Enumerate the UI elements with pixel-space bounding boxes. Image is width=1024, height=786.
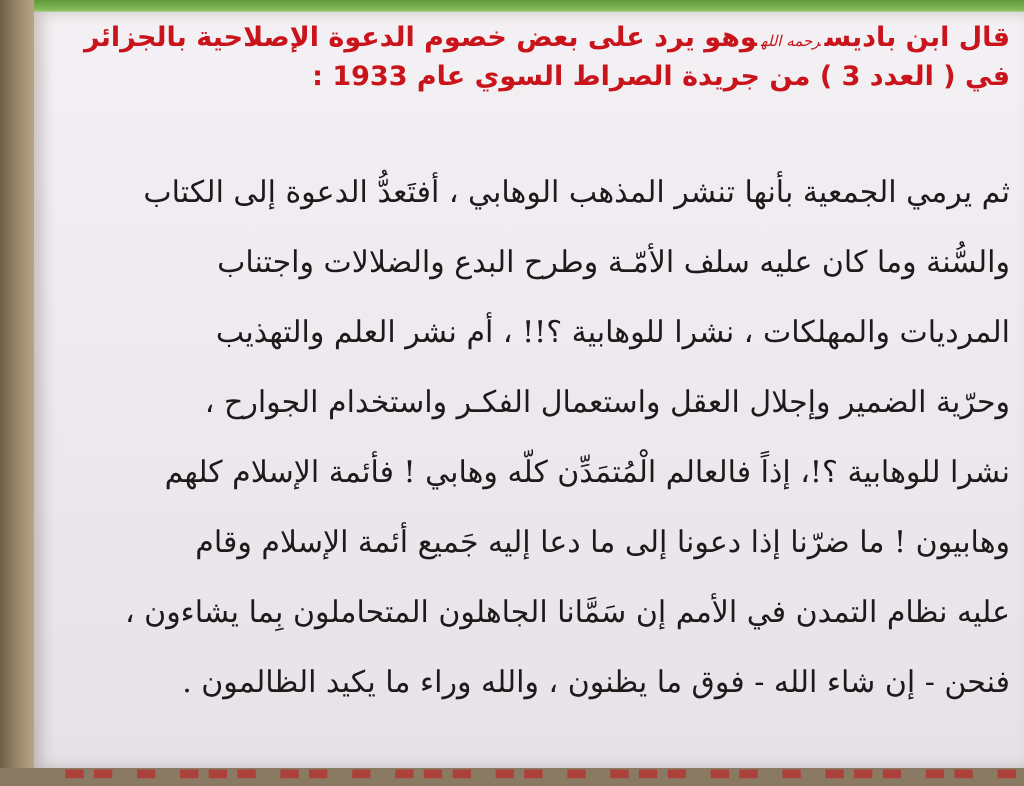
heading-line-2: في ( العدد 3 ) من جريدة الصراط السوي عام 1933 : bbox=[312, 61, 1010, 92]
heading-speaker: قال ابن باديس bbox=[824, 22, 1010, 53]
cut-off-next-line: ▬ ▬▬ ▬▬▬ ▬ ▬▬ ▬▬▬ ▬ ▬▬ ▬▬▬ ▬ ▬▬ ▬▬▬ ▬ ▬▬ bbox=[63, 758, 1024, 786]
body-line-5: نشرا للوهابية ؟!، إذاً فالعالم الْمُتمَدِّن كلّه وهابي ! فأئمة الإسلام كلهم bbox=[164, 455, 1010, 490]
body-line-8: فنحن - إن شاء الله - فوق ما يظنون ، والله وراء ما يكيد الظالمون . bbox=[182, 665, 1010, 700]
body-line-3: المرديات والمهلكات ، نشرا للوهابية ؟!! ، أم نشر العلم والتهذيب bbox=[215, 315, 1010, 350]
heading-context: وهو يرد على بعض خصوم الدعوة الإصلاحية بالجزائر bbox=[83, 22, 757, 53]
heading-line-1 bbox=[50, 20, 1010, 59]
quote-body bbox=[50, 158, 1010, 718]
body-line-7: عليه نظام التمدن في الأمم إن سَمَّانا الجاهلون المتحاملون بِما يشاءون ، bbox=[124, 595, 1010, 630]
body-line-2: والسُّنة وما كان عليه سلف الأمّـة وطرح البدع والضلالات واجتناب bbox=[217, 245, 1010, 280]
body-line-1: ثم يرمي الجمعية بأنها تنشر المذهب الوهابي ، أفتَعدُّ الدعوة إلى الكتاب bbox=[143, 175, 1010, 210]
document-page bbox=[34, 12, 1024, 786]
body-line-6: وهابيون ! ما ضرّنا إذا دعونا إلى ما دعا إليه جَميع أئمة الإسلام وقام bbox=[195, 525, 1010, 560]
body-line-4: وحرّية الضمير وإجلال العقل واستعمال الفكـر واستخدام الجوارح ، bbox=[204, 385, 1010, 420]
red-heading bbox=[50, 20, 1010, 95]
book-spine-edge bbox=[0, 0, 34, 768]
honorific-mark: رحمه الله bbox=[760, 32, 821, 50]
